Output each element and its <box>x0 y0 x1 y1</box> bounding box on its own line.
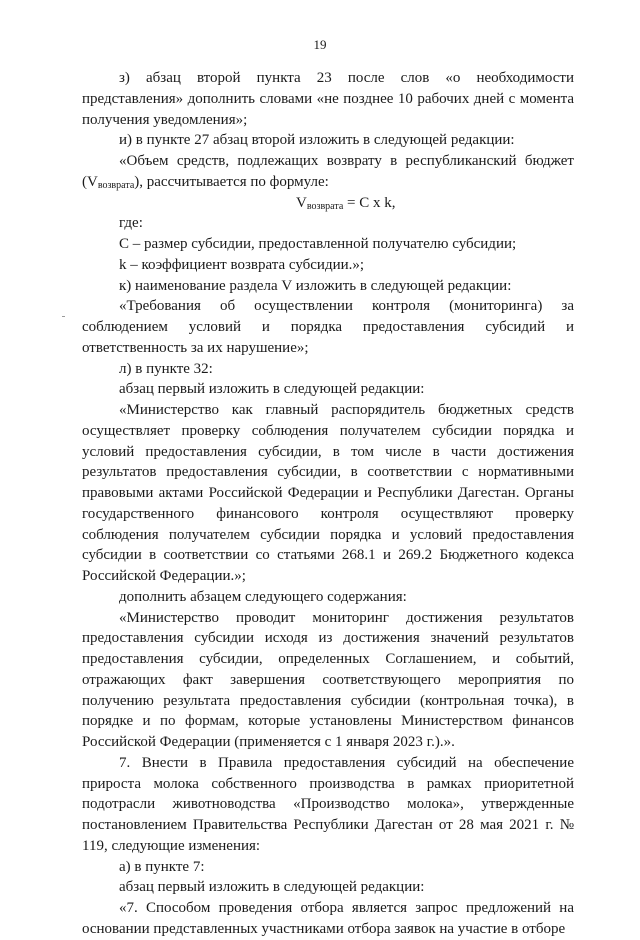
document-body <box>82 68 574 940</box>
paragraph: абзац первый изложить в следующей редакции: <box>119 879 425 896</box>
paragraph: где: <box>119 215 143 232</box>
paragraph: л) в пункте 32: <box>119 360 213 377</box>
paragraph: С – размер субсидии, предоставленной получателю субсидии; <box>119 236 517 252</box>
paragraph: дополнить абзацем следующего содержания: <box>119 588 407 605</box>
formula-subscript: возврата <box>306 200 344 212</box>
paragraph-text: ), рассчитывается по формуле: <box>134 173 329 190</box>
paragraph: и) в пункте 27 абзац второй изложить в следующей редакции: <box>119 132 515 149</box>
formula-expression: = С x k, <box>343 194 396 211</box>
paragraph <box>82 151 574 193</box>
formula <box>82 193 574 214</box>
paragraph: k – коэффициент возврата субсидии.»; <box>119 256 365 273</box>
paragraph: «Министерство как главный распорядитель бюджетных средств осуществляет проверку соблюдения получателем субсидии порядка и условий предоставления субсидии, в том числе в части достижения результатов предоставления субсидии, в соответствии с нормативными правовыми актами Российской Федерации и Республики Дагестан. Органы государственного финансового контроля осуществляют проверку соблюдения получателем субсидии порядка и условий предоставления субсидии в соответствии со статьями 268.1 и 269.2 Бюджетного кодекса Российской Федерации.»; <box>82 402 574 584</box>
paragraph: «7. Способом проведения отбора является запрос предложений на основании представленных участниками отбора заявок на участие в отборе <box>82 900 574 937</box>
paragraph: «Министерство проводит мониторинг достижения результатов предоставления субсидии исходя из достижения значений результатов предоставления субсидии, определенных Соглашением, и событий, отражающих факт завершения соответствующего мероприятия по получению результата предоставления субсидии (контрольная точка), в порядке и по формам, которые установлены Министерством финансов Российской Федерации (применяется с 1 января 2023 г.).». <box>82 609 574 750</box>
paragraph: з) абзац второй пункта 23 после слов «о необходимости представления» дополнить словами «не позднее 10 рабочих дней с момента получения уведомления»; <box>82 70 574 128</box>
paragraph-text: «Объем средств, подлежащих возврату в республиканский бюджет (V <box>82 153 574 190</box>
formula-variable: V <box>296 194 307 211</box>
paragraph: 7. Внести в Правила предоставления субсидий на обеспечение прироста молока собственного производства в рамках приоритетной подотрасли животноводства «Производство молока», утвержденные постановлением Правительства Республики Дагестан от 28 мая 2021 г. № 119, следующие изменения: <box>82 754 574 854</box>
scan-mark <box>62 316 65 317</box>
paragraph: абзац первый изложить в следующей редакции: <box>119 381 425 398</box>
subscript: возврата <box>97 179 135 191</box>
paragraph: а) в пункте 7: <box>119 858 205 875</box>
paragraph: к) наименование раздела V изложить в следующей редакции: <box>119 277 512 294</box>
paragraph: «Требования об осуществлении контроля (мониторинга) за соблюдением условий и порядка предоставления субсидий и ответственность за их нарушение»; <box>82 298 574 356</box>
page-number: 19 <box>313 37 327 52</box>
